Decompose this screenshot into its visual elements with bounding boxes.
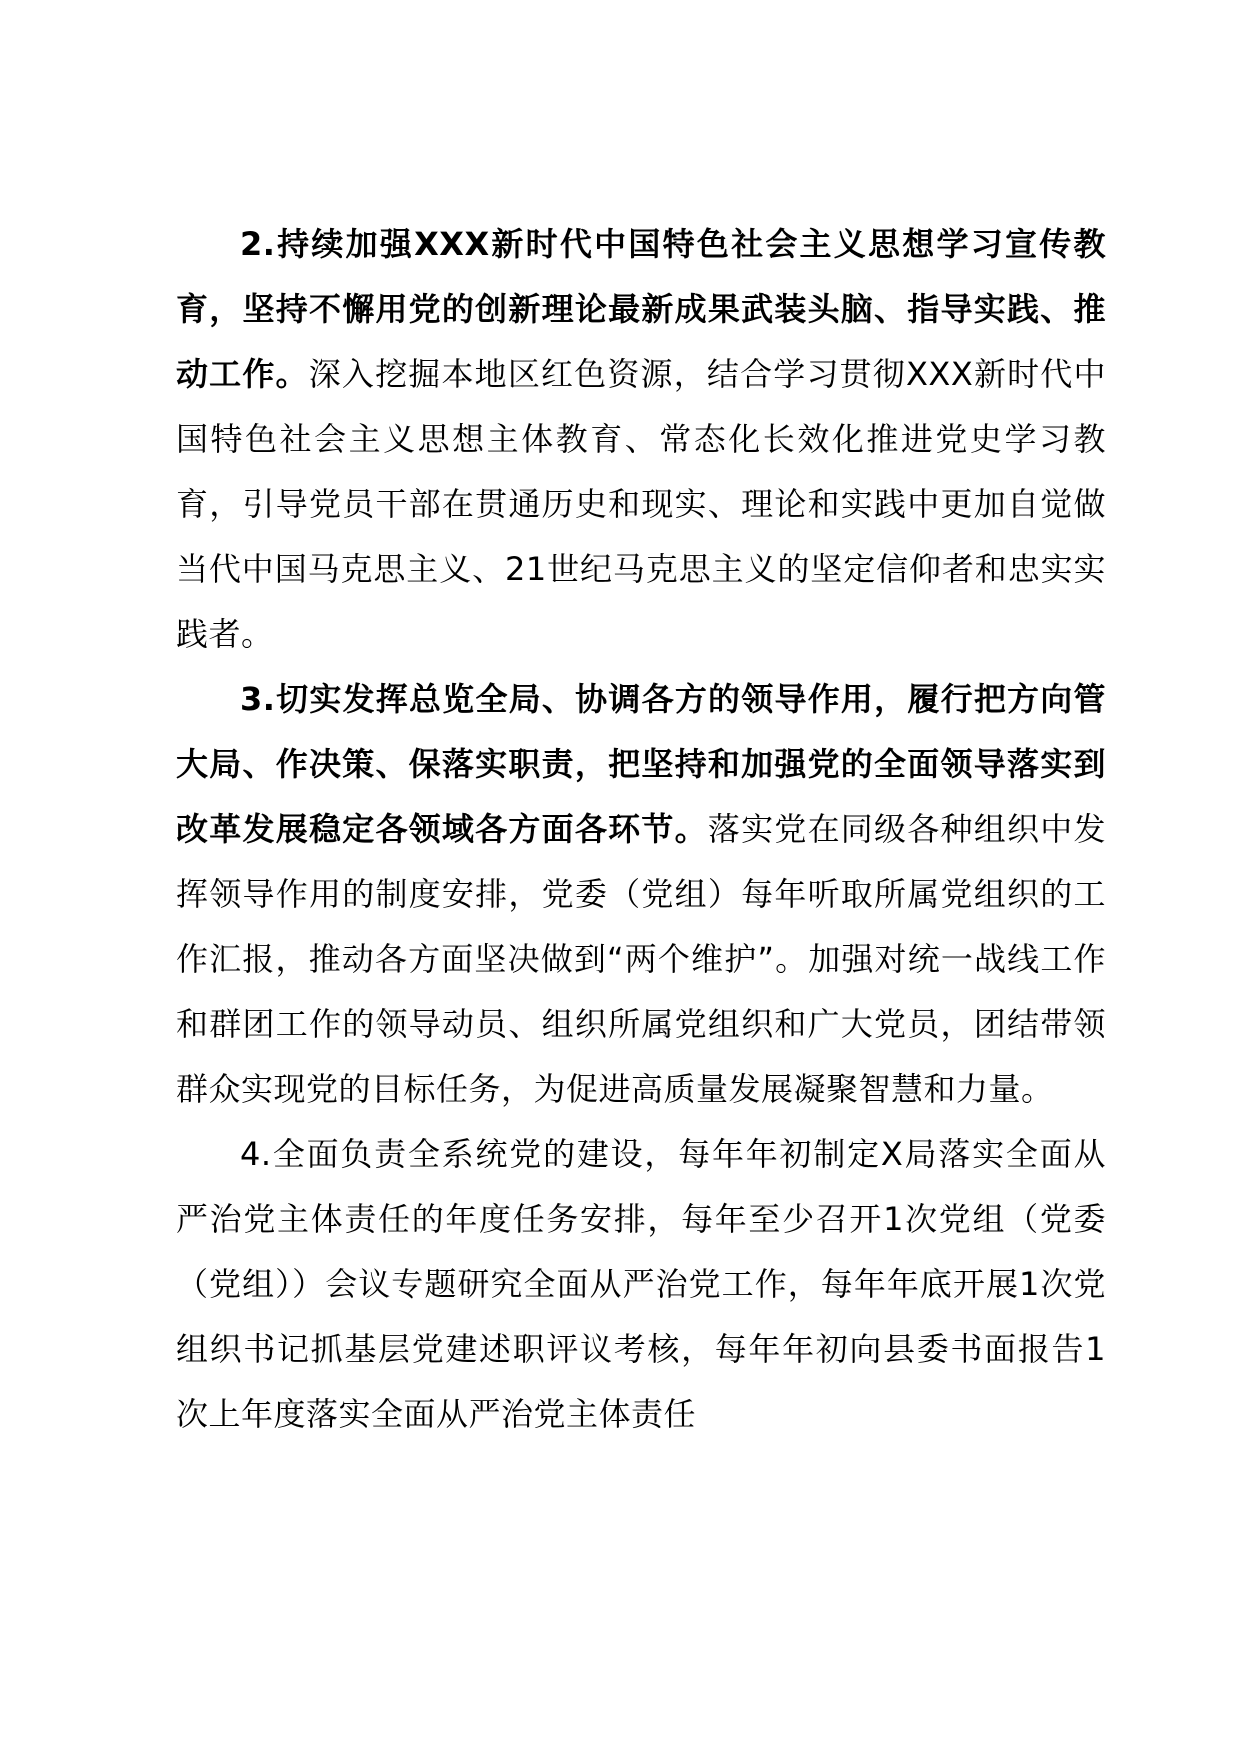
paragraph-item-2 <box>176 212 1106 667</box>
paragraph-text: 4.全面负责全系统党的建设，每年年初制定X局落实全面从严治党主体责任的年度任务安排，每年至少召开1次党组（党委（党组））会议专题研究全面从严治党工作，每年年底开展1次党组织书记抓基层党建述职评议考核，每年年初向县委书面报告1次上年度落实全面从严治党主体责任 <box>176 1135 1106 1433</box>
paragraph-lead: 2.持续加强XXX新时代中国特色社会主义思想学习宣传教育，坚持不懈用党的创新理论最新成果武装头脑、指导实践、推动工作。 <box>176 225 1106 393</box>
paragraph-text: 深入挖掘本地区红色资源，结合学习贯彻XXX新时代中国特色社会主义思想主体教育、常态化长效化推进党史学习教育，引导党员干部在贯通历史和现实、理论和实践中更加自觉做当代中国马克思主义、21世纪马克思主义的坚定信仰者和忠实实践者。 <box>176 355 1106 653</box>
paragraph-text: 落实党在同级各种组织中发挥领导作用的制度安排，党委（党组）每年听取所属党组织的工作汇报，推动各方面坚决做到“两个维护”。加强对统一战线工作和群团工作的领导动员、组织所属党组织和广大党员，团结带领群众实现党的目标任务，为促进高质量发展凝聚智慧和力量。 <box>176 810 1106 1108</box>
paragraph-lead: 3.切实发挥总览全局、协调各方的领导作用，履行把方向管大局、作决策、保落实职责，把坚持和加强党的全面领导落实到改革发展稳定各领域各方面各环节。 <box>176 680 1106 848</box>
paragraph-item-3 <box>176 667 1106 1122</box>
paragraph-item-4 <box>176 1122 1106 1447</box>
document-body <box>176 212 1106 1447</box>
